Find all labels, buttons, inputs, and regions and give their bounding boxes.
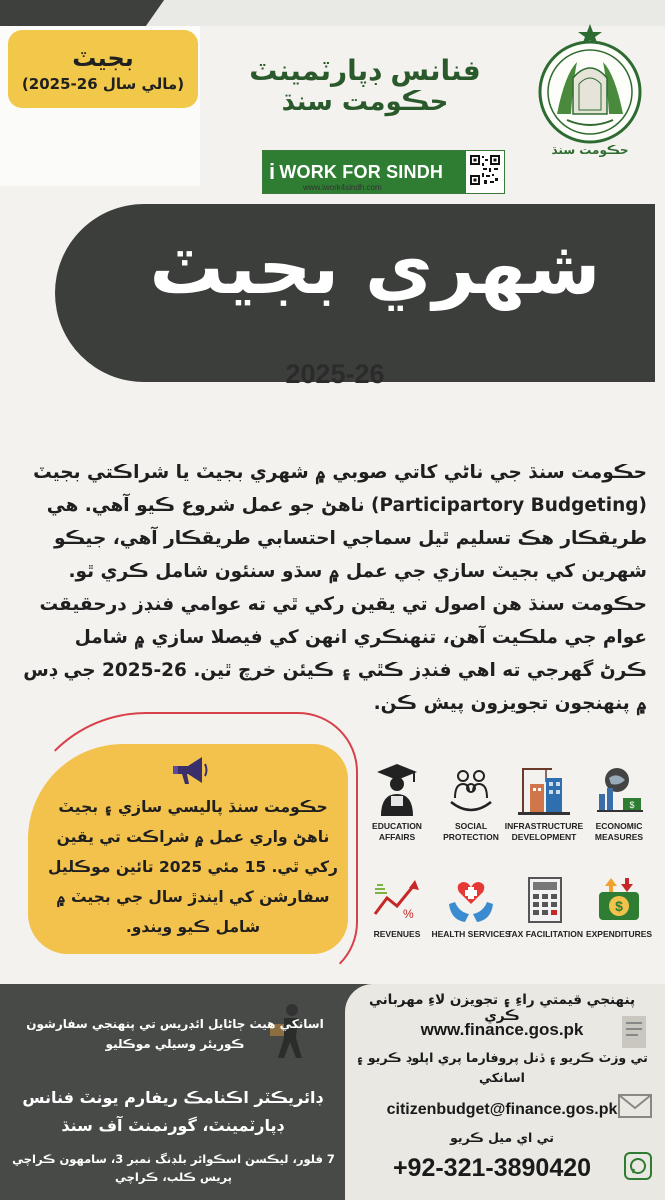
category-revenues [357,874,437,940]
category-tax [505,874,585,940]
svg-text:$: $ [629,800,635,810]
callout-text: حڪومت سنڌ پاليسي سازي ۽ بجيٽ ناهڻ واري عمل ۾ شراڪت تي يقين رکي ٿي. 15 مئي 2025 تائين موڪليل سفارشن کي ايندڙ سال جي بجيٽ ۾ شامل ڪيو ويندو. [48,798,338,936]
category-health [431,874,511,940]
email-link[interactable]: citizenbudget@finance.gos.pk [386,1101,618,1118]
category-education [357,762,437,843]
iwork-label: WORK FOR SINDH [279,161,444,182]
email-instructions: تي اي ميل ڪريو [450,1130,554,1145]
buildings-icon [516,762,572,818]
category-economic [579,762,659,843]
intro-paragraph: حڪومت سنڌ جي ناڻي کاتي صوبي ۾ شهري بجيٽ يا شراڪتي بجيٽ (Participartory Budgeting) ناهڻ جو عمل شروع ڪيو آهي. هي طريقڪار هڪ تسليم ٿيل سماجي احتسابي طريقڪار آهي، جيڪو شهرين کي بجيٽ سازي جي عمل ۾ سڌو سنئون شامل ڪري ٿو. [33,462,647,582]
economy-icon [593,762,645,818]
sindh-government-logo [527,22,653,157]
category-label: SOCIAL PROTECTION [443,821,499,842]
feedback-intro: پنهنجي قيمتي راءِ ۽ تجويزن لاءِ مهرباني ڪري [368,992,636,1024]
phone-number[interactable]: +92-321-3890420 [392,1154,592,1182]
budget-tag [8,30,198,108]
category-label: TAX FACILITATION [506,929,584,939]
budget-categories-grid [357,762,657,980]
graduate-icon [373,762,421,818]
department-line2: حڪومت سنڌ [281,87,449,118]
megaphone-icon [170,752,210,790]
title-band [0,196,665,436]
qr-code-icon [466,151,504,193]
category-expenditures [579,874,659,940]
heart-hands-icon [445,874,497,926]
dollar-arrows-icon [593,874,645,926]
address-detail: 7 فلور، ليڪسن اسڪوائر بلڊنگ نمبر 3، سامهون ڪراچي پريس ڪلب، ڪراچي [12,1152,335,1184]
address-title: ڊائريڪٽر اڪنامڪ ريفارم يونٽ فنانس ڊپارٽمينٽ، گورنمنٽ آف سنڌ [22,1088,323,1135]
budget-tag-subtitle: (مالي سال 26-2025) [21,75,185,94]
category-label: EDUCATION AFFAIRS [372,821,422,842]
whatsapp-icon [624,1152,652,1184]
i-letter-icon: i [269,159,276,184]
family-icon [447,762,495,818]
category-label: INFRASTRUCTURE DEVELOPMENT [504,821,584,842]
courier-instructions: اسانکي هيٺ ڄاڻايل ائڊريس تي پنهنجي سفارشون ڪوريئر وسيلي موڪليو [26,1017,324,1051]
category-label: REVENUES [373,929,421,939]
calculator-icon [521,874,569,926]
upload-instructions: تي وزٽ ڪريو ۽ ڏنل پروفارما پري اپلوڊ ڪريو ۽ اسانکي [356,1050,648,1085]
category-label: ECONOMIC MEASURES [594,821,644,842]
title-year: 2025-26 [285,359,385,389]
contact-footer [0,984,665,1200]
logo-text: حڪومت سنڌ [551,143,629,157]
website-link[interactable]: www.finance.gos.pk [420,1020,584,1039]
department-title [205,55,525,118]
category-label: HEALTH SERVICES [431,929,511,939]
department-line1: فنانس ڊپارٽمينٽ [249,54,481,87]
category-infrastructure [501,762,587,843]
principle-paragraph: حڪومت سنڌ هن اصول تي يقين رکي ٿي ته عوامي فنڊز درحقيقت عوام جي ملڪيت آهن، تنهنڪري انهن کي فيصلا سازي ۾ شامل ڪرڻ گهرجي ته اهي فنڊز ڪٿي ۽ ڪيئن خرچ ٿين. 26-2025 جي ڊس ۾ پنهنجون تجويزون پيش ڪن. [23,594,647,714]
budget-tag-title: بجيٽ [72,43,134,72]
page-title: شهري بجيٽ [149,225,601,311]
iwork-for-sindh-banner[interactable] [262,150,505,194]
category-social-protection [431,762,511,843]
email-icon [618,1094,652,1122]
svg-text:$: $ [615,898,623,914]
svg-text:%: % [403,907,414,921]
growth-chart-icon [371,874,423,926]
category-label: EXPENDITURES [585,929,653,939]
document-icon [620,1014,648,1054]
iwork-url[interactable]: www.iwork4sindh.com [303,183,382,192]
